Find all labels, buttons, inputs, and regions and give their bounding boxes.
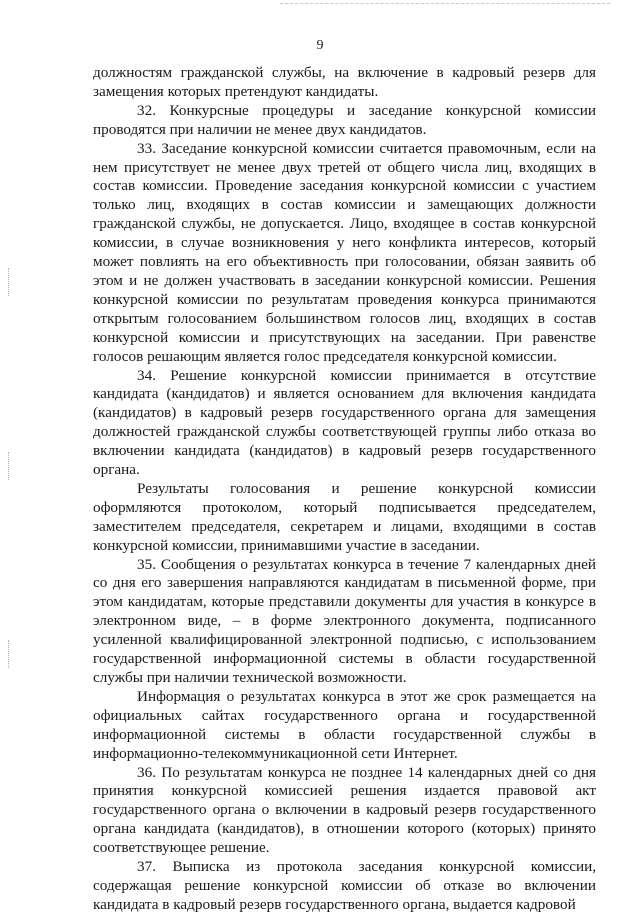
document-body bbox=[93, 64, 596, 915]
page-number: 9 bbox=[316, 38, 324, 53]
paragraph-33: 33. Заседание конкурсной комиссии считается правомочным, если на нем присутствует не менее двух третей от общего числа лиц, входящих в состав комиссии. Проведение заседания конкурсной комиссии с участием только лиц, входящих в состав комиссии и замещающих должности гражданской службы, не допускается. Лицо, входящее в состав конкурсной комиссии, в случае возникновения у него конфликта интересов, который может повлиять на его объективность при голосовании, обязан заявить об этом и не должен участвовать в заседании конкурсной комиссии. Решения конкурсной комиссии по результатам проведения конкурса принимаются открытым голосованием большинством голосов лиц, входящих в состав конкурсной комиссии и присутствующих на заседании. При равенстве голосов решающим является голос председателя конкурсной комиссии. bbox=[93, 139, 596, 365]
paragraph-37: 37. Выписка из протокола заседания конкурсной комиссии, содержащая решение конкурсной комиссии об отказе во включении кандидата в кадровый резерв государственного органа, выдается кадровой bbox=[93, 858, 596, 913]
scan-artifact-top bbox=[280, 3, 610, 8]
scan-artifact-edge bbox=[8, 268, 11, 296]
paragraph-35-info: Информация о результатах конкурса в этот же срок размещается на официальных сайтах государственного органа и государственной информационной системы в области государственной службы в информационно-телекоммуникационной сети Интернет. bbox=[93, 687, 596, 762]
paragraph-36: 36. По результатам конкурса не позднее 14 календарных дней со дня принятия конкурсной комиссией решения издается правовой акт государственного органа о включении в кадровый резерв государственного органа кандидата (кандидатов), в отношении которого (которых) принято соответствующее решение. bbox=[93, 763, 596, 857]
paragraph-35: 35. Сообщения о результатах конкурса в течение 7 календарных дней со дня его завершения направляются кандидатам в письменной форме, при этом кандидатам, которые представили документы для участия в конкурсе в электронном виде, – в форме электронного документа, подписанного усиленной квалифицированной электронной подписью, с использованием государственной информационной системы в области государственной службы при наличии технической возможности. bbox=[93, 555, 596, 686]
paragraph-34: 34. Решение конкурсной комиссии принимается в отсутствие кандидата (кандидатов) и является основанием для включения кандидата (кандидатов) в кадровый резерв государственного органа для замещения должностей гражданской службы соответствующей группы либо отказа во включении кандидата (кандидатов) в кадровый резерв государственного органа. bbox=[93, 366, 596, 479]
paragraph-34-voting: Результаты голосования и решение конкурсной комиссии оформляются протоколом, который подписывается председателем, заместителем председателя, секретарем и лицами, входящими в состав конкурсной комиссии, принимавшими участие в заседании. bbox=[93, 479, 596, 554]
paragraph-32: 32. Конкурсные процедуры и заседание конкурсной комиссии проводятся при наличии не менее двух кандидатов. bbox=[93, 101, 596, 138]
paragraph-continuation: должностям гражданской службы, на включение в кадровый резерв для замещения которых претендуют кандидаты. bbox=[93, 64, 596, 100]
scan-artifact-edge bbox=[8, 640, 11, 668]
scan-artifact-edge bbox=[8, 452, 11, 480]
